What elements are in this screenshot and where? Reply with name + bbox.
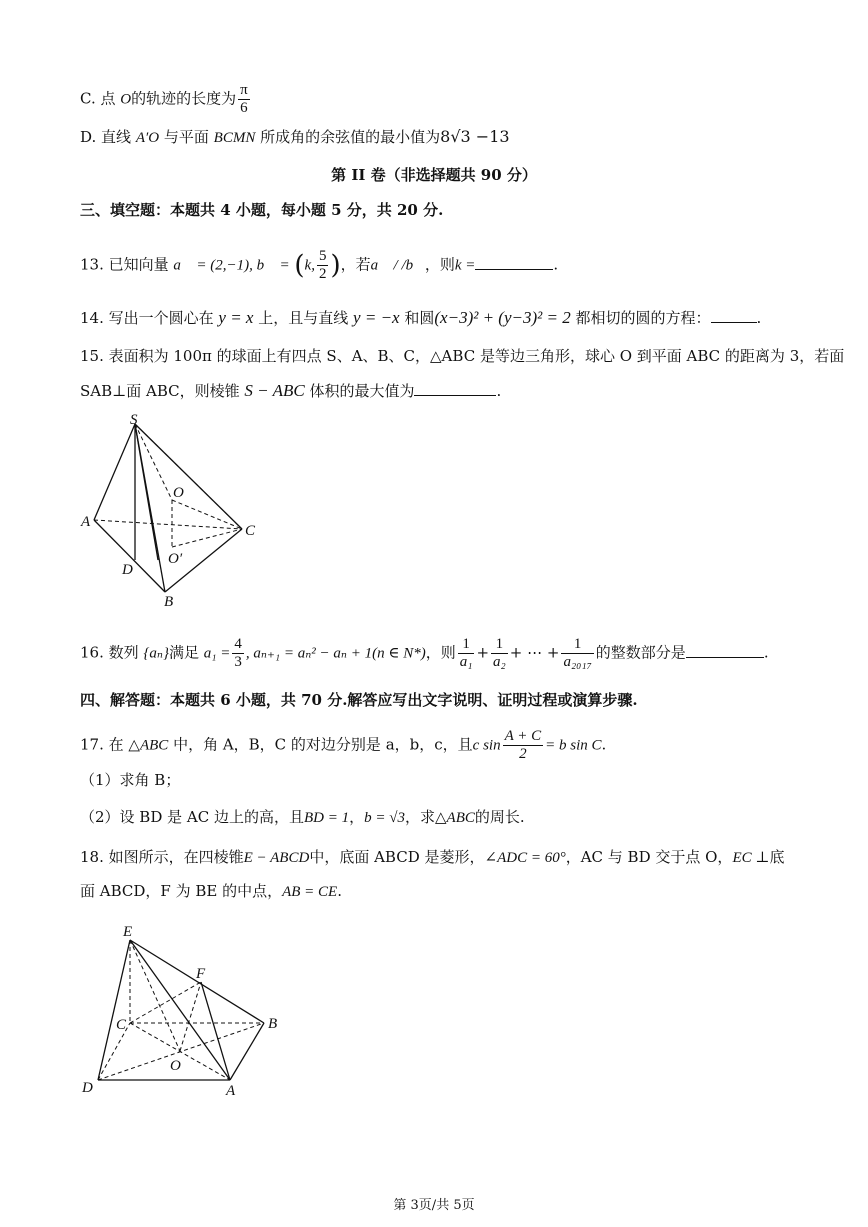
question-18-line2 [80, 881, 342, 902]
edge-so [135, 424, 158, 560]
q13-fraction: $\frac{5}{2}$ [318, 248, 327, 282]
segment-of [180, 982, 201, 1051]
edge-ac-hidden [94, 520, 242, 529]
label-a: A [226, 1083, 236, 1099]
q16-plus: + [476, 643, 490, 662]
q14-line1: y = x [218, 308, 254, 327]
segment-so [135, 424, 172, 500]
section-heading-fill-in: 三、填空题：本题共 4 小题，每小题 5 分，共 20 分. [80, 201, 444, 219]
q15-text: SAB⊥面 ABC，则棱锥 [80, 382, 240, 400]
q14-text2: 和圆 [404, 309, 435, 327]
question-17-part2 [80, 807, 525, 828]
question-17-part1: （1）求角 B； [80, 771, 181, 789]
q17-2-b: b = √3 [364, 810, 405, 826]
label-o-prime: O′ [168, 551, 183, 567]
q18-pyramid: E − ABCD [243, 850, 310, 866]
q17-2-end: 的周长. [474, 808, 525, 826]
q16-term3: $\frac{1}{\text{a₂₀₁₇}}$ [563, 636, 592, 670]
q18-line2-end: . [337, 882, 342, 900]
option-d [80, 127, 510, 148]
q13-end: . [553, 255, 559, 274]
q14-prefix: 14. 写出一个圆心在 [80, 309, 214, 327]
question-18 [80, 847, 784, 868]
question-14 [80, 308, 761, 328]
q18-angle: ∠ADC = 60° [484, 850, 566, 866]
edge-ab [230, 1023, 264, 1080]
q13-vector-b: , b⃗ = [249, 257, 290, 274]
option-d-value: 8√3 −13 [440, 127, 510, 146]
label-o: O [170, 1058, 181, 1074]
option-d-line: A′O [135, 130, 160, 146]
q18-ec: EC ⊥ [732, 850, 770, 866]
q13-prefix: 13. 已知向量 [80, 255, 169, 274]
q16-term2: $\frac{1}{\text{a₂}}$ [493, 636, 506, 670]
question-16 [80, 636, 769, 671]
q17-c-sin: c sin [472, 737, 501, 754]
label-o: O [173, 485, 184, 501]
q13-vector-a: a⃗ = (2,−1) [173, 257, 250, 274]
label-c: C [116, 1017, 127, 1033]
q15-text2: 体积的最大值为 [309, 382, 415, 400]
q17-rhs: = b sin C [545, 737, 602, 754]
q16-end: . [763, 643, 769, 662]
section-heading-solutions: 四、解答题：本题共 6 小题，共 70 分.解答应写出文字说明、证明过程或演算步骤. [80, 691, 638, 709]
question-15-line2 [80, 381, 501, 401]
q18-prefix: 18. 如图所示，在四棱锥 [80, 848, 244, 866]
segment-eo [130, 940, 180, 1051]
q16-recurrence: , aₙ₊₁ = aₙ² − aₙ + 1(n ∈ N*) [245, 645, 426, 662]
question-13: 13. 已知向量 a⃗ = (2,−1), b⃗ = (k, $\frac{5}{2}$ )，若a⃗ / /b⃗，则k = . [80, 248, 559, 282]
q17-2-comma: ， [349, 808, 365, 826]
q13-text: ，若 [340, 255, 371, 274]
question-15-line1: 15. 表面积为 100π 的球面上有四点 S、A、B、C，△ABC 是等边三角形，球心 O 到平面 ABC 的距离为 3，若面 [80, 347, 845, 365]
label-a: A [81, 514, 91, 530]
q17-2-triangle: △ABC [435, 810, 475, 826]
q17-text: 中，角 A，B，C 的对边分别是 a，b，c，且 [173, 735, 473, 754]
q13-k: k, [304, 257, 315, 274]
q17-2-text: （2）设 BD 是 AC 边上的高，且 [80, 808, 304, 826]
q16-term1: $\frac{1}{\text{a₁}}$ [459, 636, 473, 670]
q16-a1: a₁ = [203, 645, 231, 662]
q17-2-bd: BD = 1 [303, 810, 350, 826]
q17-end: . [601, 735, 607, 754]
edge-ed [98, 940, 130, 1080]
option-c-var: O [120, 91, 132, 108]
q18-text3: 底 [769, 848, 785, 866]
q16-text2: ，则 [425, 643, 456, 662]
q14-end: . [756, 309, 762, 327]
label-e: E [123, 924, 133, 940]
label-d: D [122, 562, 133, 578]
q18-line2-eq: AB = CE [282, 884, 338, 900]
q15-answer-blank[interactable] [414, 381, 496, 396]
q16-prefix: 16. 数列 [80, 643, 139, 662]
label-f: F [196, 966, 206, 982]
label-d: D [82, 1080, 93, 1096]
option-d-label: D. 直线 [80, 128, 132, 146]
q16-dots: + ⋯ + [509, 643, 560, 662]
q16-text1: 满足 [168, 643, 199, 662]
option-c-text: 的轨迹的长度为 [131, 89, 237, 108]
figure-pyramid-eabcd [78, 920, 298, 1105]
section-title: 第 II 卷（非选择题共 90 分） [331, 166, 537, 184]
edge-sa [94, 424, 135, 520]
q14-circle: (x−3)² + (y−3)² = 2 [434, 308, 571, 327]
q17-fraction: $\frac{A + C}{2}$ [504, 728, 542, 762]
q14-text3: 都相切的圆的方程： [575, 309, 711, 327]
label-b: B [164, 594, 174, 610]
q18-text: 中，底面 ABCD 是菱形， [309, 848, 485, 866]
q13-parallel: a⃗ / /b⃗ [370, 257, 425, 274]
q13-kvar: k = [454, 257, 476, 274]
q14-answer-blank[interactable] [711, 308, 757, 323]
segment-fa [201, 982, 230, 1080]
q13-answer-blank[interactable] [475, 255, 553, 270]
option-c-fraction: $\frac{\pi}{6}$ [240, 82, 248, 116]
label-c: C [245, 523, 256, 539]
label-b: B [268, 1016, 278, 1032]
q18-line2-text: 面 ABCD，F 为 BE 的中点， [80, 882, 283, 900]
option-d-text1: 与平面 [163, 128, 209, 146]
q17-prefix: 17. 在 [80, 735, 124, 754]
option-d-plane: BCMN [213, 130, 256, 146]
q18-text2: ，AC 与 BD 交于点 O， [565, 848, 733, 866]
option-d-text2: 所成角的余弦值的最小值为 [260, 128, 441, 146]
page-footer: 第 3页/共 5页 [393, 1198, 475, 1213]
segment-oc [172, 500, 242, 529]
figure-pyramid-sabc [80, 412, 280, 612]
label-s: S [130, 412, 138, 428]
q16-seq: {aₙ} [143, 645, 169, 662]
q15-expr: S − ABC [244, 381, 305, 400]
q16-answer-blank[interactable] [686, 643, 764, 658]
q15-end: . [496, 382, 502, 400]
q17-2-text2: ，求 [404, 808, 435, 826]
q17-triangle: △ABC [128, 737, 169, 754]
q14-text1: 上，且与直线 [258, 309, 349, 327]
q16-text3: 的整数部分是 [595, 643, 686, 662]
option-c [80, 82, 252, 117]
q14-line2: y = −x [353, 308, 400, 327]
option-c-label: C. 点 [80, 89, 116, 108]
question-17 [80, 728, 606, 763]
q13-then: ，则 [424, 255, 455, 274]
q16-fraction-a1: $\frac{4}{3}$ [234, 636, 242, 670]
